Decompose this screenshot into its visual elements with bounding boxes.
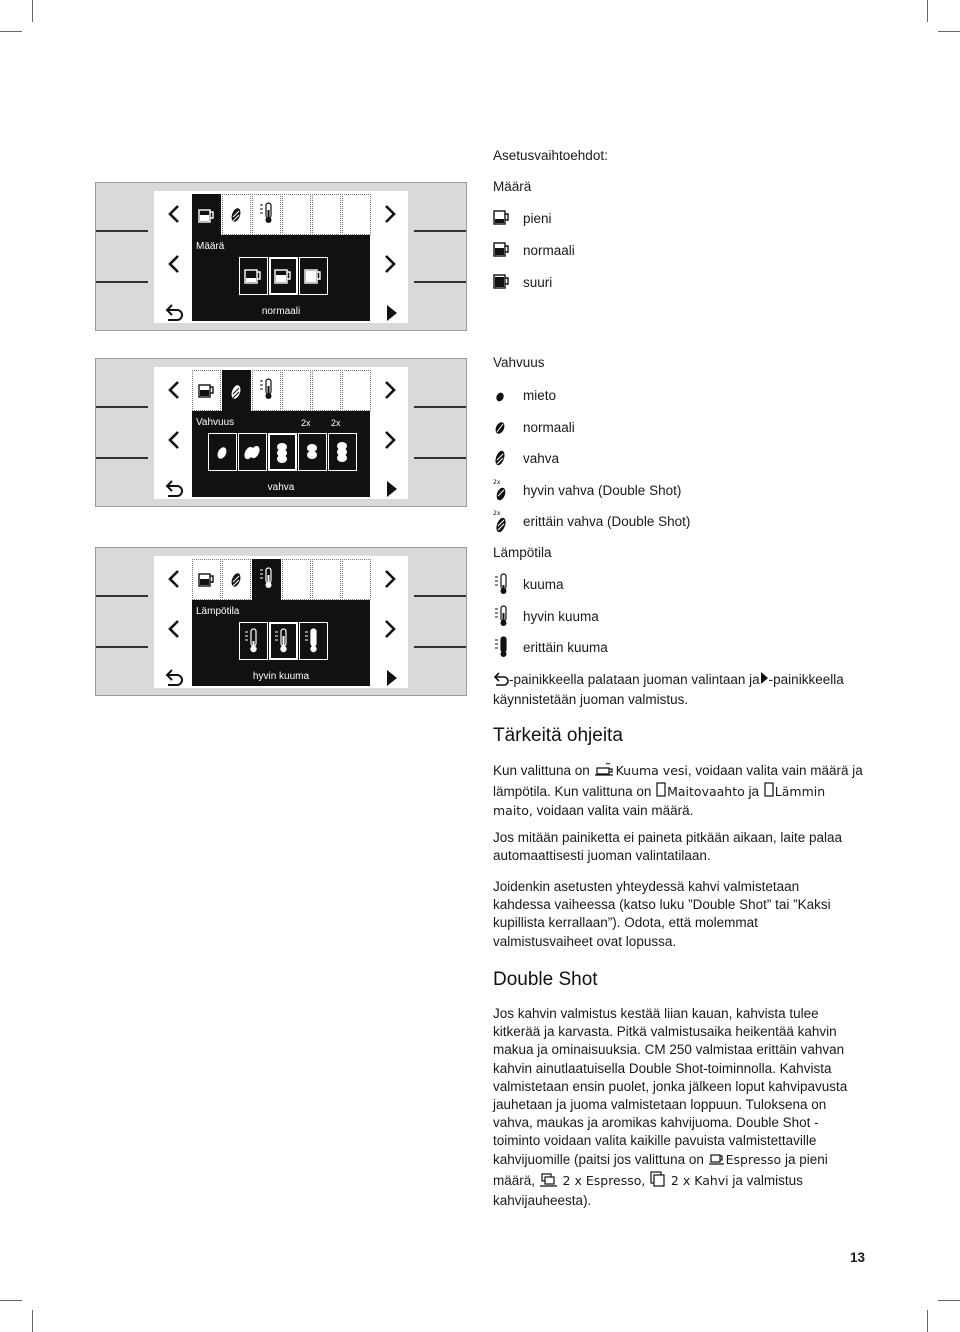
cup-large-icon [493,272,515,292]
bean-2x-strong-icon [493,511,515,531]
double-coffee-icon [649,1171,667,1192]
double-badge: 2x [301,418,311,428]
settings-area [192,411,370,497]
display-panel-temperature [95,547,467,696]
strength-option-mild: mieto [493,385,515,405]
cup-medium-icon [493,240,515,260]
chevron-right-icon[interactable] [378,568,400,590]
setting-value: vahva [267,482,295,493]
tab-strength[interactable] [222,370,251,412]
side-button-right-2[interactable] [414,646,466,648]
back-arrow-icon [493,672,509,691]
tab-empty [282,194,311,235]
back-icon[interactable] [163,667,185,689]
setting-title: Vahvuus [196,417,235,428]
nav-note: -painikkeella palataan juoman valintaan ja -painikkeella käynnistetään juoman valmistus. [493,672,844,708]
tab-strength[interactable] [222,559,251,600]
option-extra-strong[interactable] [328,418,357,471]
tab-empty [312,559,341,600]
cup-small-icon [493,208,515,228]
chevron-left-icon[interactable] [164,253,186,275]
tab-empty [342,194,371,235]
double-espresso-icon [539,1173,559,1192]
side-button-left-1[interactable] [96,406,148,408]
option-very-strong[interactable] [298,418,327,471]
strength-heading: Vahvuus [493,355,545,370]
double-shot-p1: Jos kahvin valmistus kestää liian kauan, kahvista tulee kitkerää ja karvasta. Pitkä valmistusaika heikentää kahvin makua ja ominaisuuksia. CM 250 valmistaa erittäin vahvan kahvin ainutlaatuisella Double Shot-toiminnolla. Kahvista valmistetaan ensin puolet, jonka jälkeen loput kahvipavusta jauhetaan ja juoma valmistetaan loppuun. Tuloksena on vahva, maukas ja aromikas kahvijuoma. Double Shot -toiminto voidaan valita kaikille pavuista valmistettaville kahvijuomille (paitsi jos valittuna on Espresso ja pieni määrä, 2 x Espresso, 2 x Kahvi ja valmistus kahvijauheesta). [493,1006,848,1209]
important-p1: Kun valittuna on Kuuma vesi, voidaan valita vain määrä ja lämpötila. Kun valittuna on Maitovaahto ja Lämmin maito, voidaan valita vain määrä. [493,763,863,819]
side-button-left-1[interactable] [96,595,148,597]
espresso-icon [708,1153,726,1171]
temperature-heading: Lämpötila [493,545,552,560]
amount-option-large: suuri [493,272,515,292]
side-button-right-1[interactable] [414,406,466,408]
settings-area [192,235,370,321]
option-strong[interactable] [268,433,297,471]
side-button-right-2[interactable] [414,281,466,283]
chevron-left-icon[interactable] [164,568,186,590]
start-triangle-icon[interactable] [382,478,404,500]
important-p3: Joidenkin asetusten yhteydessä kahvi valmistetaan kahdessa vaiheessa (katso luku ”Double Shot” tai ”Kaksi kupillista kerrallaan”). Odota, että molemmat valmistusvaiheet ovat lopussa. [493,879,831,949]
intro-label: Asetusvaihtoehdot: [493,148,608,163]
option-normal[interactable] [238,433,267,471]
amount-heading: Määrä [493,179,532,194]
strength-option-very-strong: 2x hyvin vahva (Double Shot) [493,478,515,502]
settings-area [192,600,370,686]
chevron-right-icon[interactable] [378,203,400,225]
chevron-left-icon[interactable] [164,618,186,640]
amount-option-normal: normaali [493,240,515,260]
thermometer-low-icon [493,574,515,594]
svg-text:2x: 2x [493,479,501,486]
display-screen [154,367,408,499]
side-button-left-2[interactable] [96,457,148,459]
tab-temperature[interactable] [252,559,281,601]
svg-text:2x: 2x [493,510,501,517]
option-large[interactable] [299,257,328,295]
start-triangle-icon [760,671,769,690]
double-shot-heading: Double Shot [493,969,598,990]
tab-strength[interactable] [222,194,251,235]
tab-empty [282,559,311,600]
thermometer-high-icon [493,637,515,657]
chevron-left-icon[interactable] [164,203,186,225]
option-hot[interactable] [239,622,268,660]
important-heading: Tärkeitä ohjeita [493,725,623,746]
setting-title: Lämpötila [196,606,240,617]
amount-option-small: pieni [493,208,515,228]
temperature-option-very-hot: hyvin kuuma [493,605,515,627]
tab-empty [312,370,341,411]
side-button-left-1[interactable] [96,230,148,232]
display-panel-amount [95,182,467,331]
back-icon[interactable] [163,302,185,324]
temperature-option-extra-hot: erittäin kuuma [493,636,515,658]
side-button-right-1[interactable] [414,595,466,597]
display-panel-strength [95,358,467,507]
hot-water-icon [594,762,616,782]
page-number: 13 [849,1250,865,1265]
back-icon[interactable] [163,478,185,500]
tab-amount[interactable] [192,559,221,600]
chevron-right-icon[interactable] [378,618,400,640]
chevron-left-icon[interactable] [164,379,186,401]
tab-empty [312,194,341,235]
strength-option-strong: vahva [493,448,515,468]
tab-empty [282,370,311,411]
start-triangle-icon[interactable] [382,667,404,689]
side-button-right-2[interactable] [414,457,466,459]
tab-temperature[interactable] [252,370,281,411]
chevron-right-icon[interactable] [378,253,400,275]
bean-3-icon [493,448,515,468]
chevron-left-icon[interactable] [164,429,186,451]
display-screen [154,191,408,323]
start-triangle-icon[interactable] [382,302,404,324]
display-screen [154,556,408,688]
option-very-hot[interactable] [269,622,298,660]
strength-option-extra-strong: 2x erittäin vahva (Double Shot) [493,509,515,533]
setting-title: Määrä [196,241,225,252]
strength-option-normal: normaali [493,417,515,437]
bean-2-icon [493,417,515,437]
chevron-right-icon[interactable] [378,379,400,401]
setting-value: hyvin kuuma [252,671,310,682]
important-p2: Jos mitään painiketta ei paineta pitkään aikaan, laite palaa automaattisesti juoman valintatilaan. [493,830,842,864]
tab-amount[interactable] [192,194,221,236]
setting-value: normaali [261,306,301,317]
tab-empty [342,559,371,600]
option-extra-hot[interactable] [299,622,328,660]
option-normal[interactable] [269,257,298,295]
option-small[interactable] [239,257,268,295]
thermometer-mid-icon [493,606,515,626]
side-button-left-2[interactable] [96,281,148,283]
tab-empty [342,370,371,411]
tab-temperature[interactable] [252,194,281,235]
temperature-option-hot: kuuma [493,573,515,595]
warm-milk-icon [763,782,775,802]
option-mild[interactable] [208,433,237,471]
double-badge: 2x [331,418,341,428]
milk-foam-icon [655,782,667,802]
bean-2x-icon [493,480,515,500]
side-button-left-2[interactable] [96,646,148,648]
tab-amount[interactable] [192,370,221,411]
chevron-right-icon[interactable] [378,429,400,451]
side-button-right-1[interactable] [414,230,466,232]
bean-1-icon [493,385,515,405]
